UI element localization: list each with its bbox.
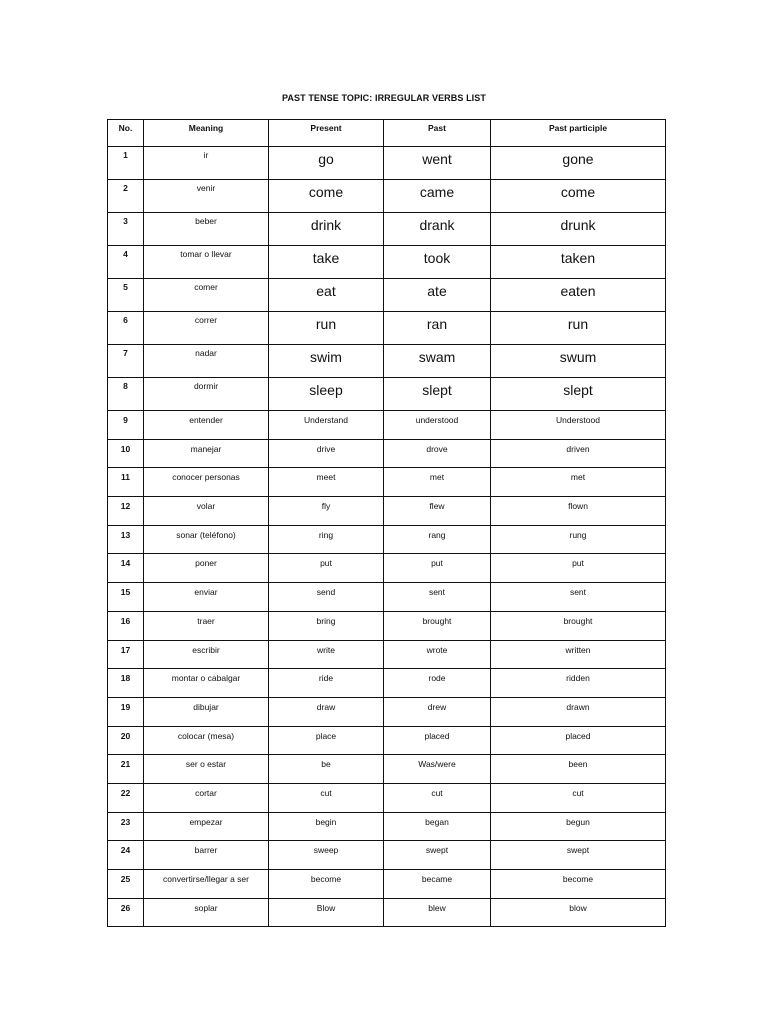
row-meaning: traer: [144, 611, 269, 640]
table-row: [108, 378, 666, 411]
row-number: 6: [108, 312, 144, 345]
row-past-participle: slept: [491, 378, 666, 411]
row-past-participle: cut: [491, 783, 666, 812]
row-past-participle: blow: [491, 898, 666, 927]
header-past-participle: Past participle: [491, 120, 666, 147]
row-number: 19: [108, 697, 144, 726]
table-row: [108, 870, 666, 899]
row-present: be: [269, 755, 384, 784]
table-row: [108, 583, 666, 612]
row-past: met: [384, 468, 491, 497]
row-past-participle: become: [491, 870, 666, 899]
table-row: [108, 312, 666, 345]
table-row: [108, 411, 666, 440]
row-present: come: [269, 180, 384, 213]
row-meaning: venir: [144, 180, 269, 213]
row-meaning: empezar: [144, 812, 269, 841]
row-present: sweep: [269, 841, 384, 870]
table-row: [108, 812, 666, 841]
row-present: send: [269, 583, 384, 612]
verbs-table-body: [108, 147, 666, 927]
row-present: become: [269, 870, 384, 899]
row-number: 18: [108, 669, 144, 698]
row-meaning: sonar (teléfono): [144, 525, 269, 554]
row-past: swept: [384, 841, 491, 870]
row-number: 12: [108, 497, 144, 526]
row-meaning: colocar (mesa): [144, 726, 269, 755]
row-past: rode: [384, 669, 491, 698]
row-present: write: [269, 640, 384, 669]
row-present: swim: [269, 345, 384, 378]
row-meaning: poner: [144, 554, 269, 583]
row-number: 2: [108, 180, 144, 213]
row-past-participle: drunk: [491, 213, 666, 246]
row-meaning: manejar: [144, 439, 269, 468]
row-number: 23: [108, 812, 144, 841]
row-present: Blow: [269, 898, 384, 927]
table-row: [108, 697, 666, 726]
table-row: [108, 345, 666, 378]
row-number: 21: [108, 755, 144, 784]
table-row: [108, 213, 666, 246]
row-present: Understand: [269, 411, 384, 440]
row-number: 7: [108, 345, 144, 378]
row-meaning: ser o estar: [144, 755, 269, 784]
table-row: [108, 669, 666, 698]
row-past: took: [384, 246, 491, 279]
row-meaning: ir: [144, 147, 269, 180]
table-row: [108, 640, 666, 669]
row-number: 8: [108, 378, 144, 411]
row-past: placed: [384, 726, 491, 755]
table-row: [108, 525, 666, 554]
row-number: 11: [108, 468, 144, 497]
row-meaning: comer: [144, 279, 269, 312]
row-past-participle: met: [491, 468, 666, 497]
table-row: [108, 497, 666, 526]
table-header-row: [108, 120, 666, 147]
row-past: flew: [384, 497, 491, 526]
row-past-participle: begun: [491, 812, 666, 841]
row-present: cut: [269, 783, 384, 812]
row-number: 17: [108, 640, 144, 669]
row-past: drove: [384, 439, 491, 468]
row-meaning: soplar: [144, 898, 269, 927]
table-row: [108, 898, 666, 927]
row-present: bring: [269, 611, 384, 640]
row-meaning: correr: [144, 312, 269, 345]
row-number: 26: [108, 898, 144, 927]
row-past-participle: run: [491, 312, 666, 345]
row-past-participle: written: [491, 640, 666, 669]
table-row: [108, 246, 666, 279]
row-past: blew: [384, 898, 491, 927]
row-past-participle: flown: [491, 497, 666, 526]
row-past: went: [384, 147, 491, 180]
row-meaning: tomar o llevar: [144, 246, 269, 279]
header-no: No.: [108, 120, 144, 147]
row-meaning: convertirse/llegar a ser: [144, 870, 269, 899]
row-past-participle: ridden: [491, 669, 666, 698]
table-row: [108, 783, 666, 812]
row-past: brought: [384, 611, 491, 640]
row-past: ran: [384, 312, 491, 345]
row-past-participle: sent: [491, 583, 666, 612]
table-row: [108, 554, 666, 583]
row-past-participle: been: [491, 755, 666, 784]
row-past-participle: drawn: [491, 697, 666, 726]
row-meaning: escribir: [144, 640, 269, 669]
row-meaning: dibujar: [144, 697, 269, 726]
row-past: swam: [384, 345, 491, 378]
row-past-participle: Understood: [491, 411, 666, 440]
verbs-table: [107, 119, 666, 927]
row-past-participle: eaten: [491, 279, 666, 312]
table-row: [108, 841, 666, 870]
row-number: 24: [108, 841, 144, 870]
row-present: eat: [269, 279, 384, 312]
row-present: draw: [269, 697, 384, 726]
row-present: place: [269, 726, 384, 755]
row-number: 1: [108, 147, 144, 180]
row-past: became: [384, 870, 491, 899]
row-past-participle: brought: [491, 611, 666, 640]
page-title: PAST TENSE TOPIC: IRREGULAR VERBS LIST: [282, 93, 486, 103]
row-past: sent: [384, 583, 491, 612]
row-number: 9: [108, 411, 144, 440]
row-present: ring: [269, 525, 384, 554]
row-past-participle: swum: [491, 345, 666, 378]
row-number: 15: [108, 583, 144, 612]
row-past: began: [384, 812, 491, 841]
row-number: 22: [108, 783, 144, 812]
row-present: go: [269, 147, 384, 180]
row-present: put: [269, 554, 384, 583]
row-meaning: dormir: [144, 378, 269, 411]
row-number: 25: [108, 870, 144, 899]
table-row: [108, 755, 666, 784]
table-row: [108, 147, 666, 180]
table-row: [108, 180, 666, 213]
row-present: drive: [269, 439, 384, 468]
row-meaning: cortar: [144, 783, 269, 812]
row-meaning: nadar: [144, 345, 269, 378]
row-number: 13: [108, 525, 144, 554]
row-number: 5: [108, 279, 144, 312]
row-past-participle: taken: [491, 246, 666, 279]
row-present: fly: [269, 497, 384, 526]
row-present: begin: [269, 812, 384, 841]
table-row: [108, 439, 666, 468]
row-past: Was/were: [384, 755, 491, 784]
row-present: ride: [269, 669, 384, 698]
row-number: 20: [108, 726, 144, 755]
row-number: 14: [108, 554, 144, 583]
header-past: Past: [384, 120, 491, 147]
row-past-participle: rung: [491, 525, 666, 554]
row-past-participle: gone: [491, 147, 666, 180]
row-number: 3: [108, 213, 144, 246]
row-present: meet: [269, 468, 384, 497]
row-past: cut: [384, 783, 491, 812]
row-present: run: [269, 312, 384, 345]
table-row: [108, 611, 666, 640]
row-meaning: enviar: [144, 583, 269, 612]
row-past-participle: come: [491, 180, 666, 213]
row-past: drew: [384, 697, 491, 726]
row-present: sleep: [269, 378, 384, 411]
table-row: [108, 468, 666, 497]
row-past: ate: [384, 279, 491, 312]
row-past: wrote: [384, 640, 491, 669]
header-meaning: Meaning: [144, 120, 269, 147]
header-present: Present: [269, 120, 384, 147]
row-present: drink: [269, 213, 384, 246]
row-past: rang: [384, 525, 491, 554]
row-meaning: entender: [144, 411, 269, 440]
row-meaning: barrer: [144, 841, 269, 870]
row-meaning: conocer personas: [144, 468, 269, 497]
row-number: 16: [108, 611, 144, 640]
row-past-participle: put: [491, 554, 666, 583]
table-row: [108, 279, 666, 312]
row-past: understood: [384, 411, 491, 440]
row-present: take: [269, 246, 384, 279]
table-row: [108, 726, 666, 755]
row-meaning: montar o cabalgar: [144, 669, 269, 698]
row-meaning: volar: [144, 497, 269, 526]
row-past: drank: [384, 213, 491, 246]
row-past-participle: swept: [491, 841, 666, 870]
row-past: put: [384, 554, 491, 583]
row-past: slept: [384, 378, 491, 411]
row-past-participle: driven: [491, 439, 666, 468]
row-past: came: [384, 180, 491, 213]
row-number: 10: [108, 439, 144, 468]
row-number: 4: [108, 246, 144, 279]
row-past-participle: placed: [491, 726, 666, 755]
row-meaning: beber: [144, 213, 269, 246]
